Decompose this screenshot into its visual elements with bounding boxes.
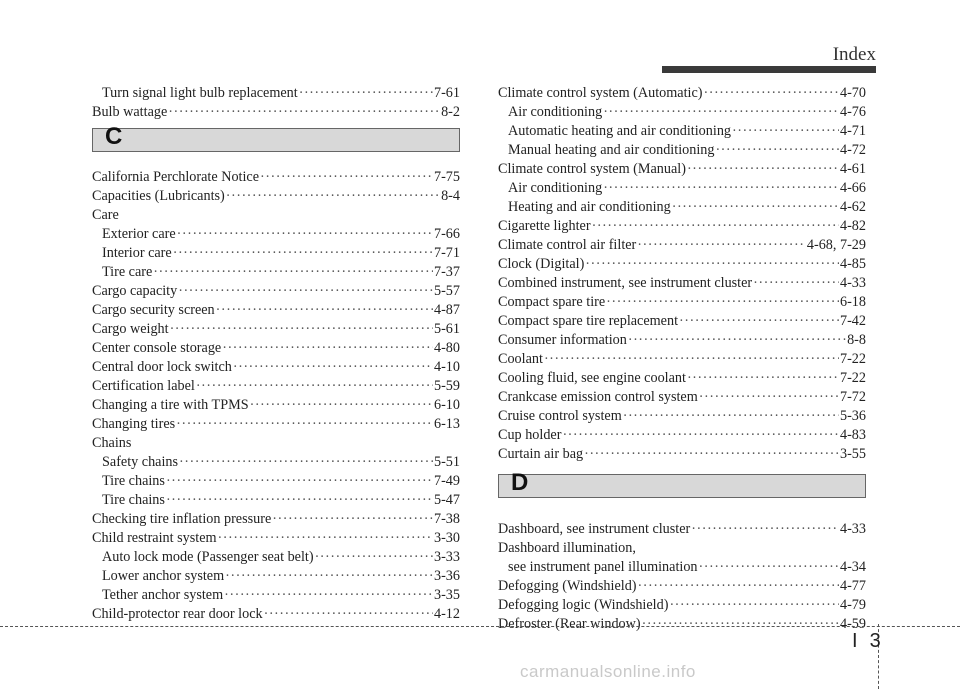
index-entry-label: Bulb wattage: [92, 104, 168, 120]
dot-leader: [226, 187, 440, 206]
dot-leader: [669, 596, 839, 615]
dot-leader: [264, 605, 433, 624]
index-entry: [498, 198, 866, 217]
index-entry-label: Defogging logic (Windshield): [498, 597, 669, 613]
dot-leader: [299, 84, 433, 103]
index-entry: [92, 282, 460, 301]
index-entry: [92, 263, 460, 282]
index-entry-label: Child-protector rear door lock: [92, 606, 263, 622]
index-entry: [498, 331, 866, 350]
dot-leader: [603, 179, 839, 198]
index-entry-label: Consumer information: [498, 332, 627, 348]
index-entry-page: 4-85: [839, 256, 866, 272]
index-entry-label: Defogging (Windshield): [498, 578, 637, 594]
index-entry-label: Compact spare tire replacement: [498, 313, 679, 329]
index-column-left: [92, 84, 460, 624]
index-entry-label: Clock (Digital): [498, 256, 585, 272]
dot-leader: [216, 301, 433, 320]
index-entry-label: Center console storage: [92, 340, 222, 356]
index-entry: [92, 84, 460, 103]
index-entry: [498, 255, 866, 274]
index-entry: [92, 168, 460, 187]
dot-leader: [250, 396, 433, 415]
right-before-list: [498, 84, 866, 464]
index-entry: [498, 84, 866, 103]
index-entry-page: 4-71: [839, 123, 866, 139]
index-column-right: [498, 84, 866, 634]
index-entry-page: 7-72: [839, 389, 866, 405]
index-entry-label: Interior care: [102, 245, 172, 261]
index-entry: [92, 206, 460, 225]
index-entry-page: 7-22: [839, 351, 866, 367]
index-entry: [498, 236, 866, 255]
index-entry-page: 3-35: [433, 587, 460, 603]
index-entry-label: Exterior care: [102, 226, 176, 242]
page-header-title: Index: [832, 44, 876, 65]
index-entry-label: Tether anchor system: [102, 587, 224, 603]
index-entry-label: Care: [92, 207, 119, 223]
index-entry-label: Curtain air bag: [498, 446, 584, 462]
dot-leader: [699, 558, 839, 577]
index-entry-page: 7-71: [433, 245, 460, 261]
index-entry: [92, 586, 460, 605]
index-entry: [92, 434, 460, 453]
index-entry-page: 4-80: [433, 340, 460, 356]
dot-leader: [642, 615, 839, 634]
index-entry: [498, 615, 866, 634]
index-entry-page: 4-68, 7-29: [806, 237, 866, 253]
index-entry-label: Cup holder: [498, 427, 562, 443]
index-entry-page: 7-61: [433, 85, 460, 101]
index-entry-page: 6-13: [433, 416, 460, 432]
index-entry-label: Certification label: [92, 378, 195, 394]
dot-leader: [153, 263, 433, 282]
index-entry: [498, 407, 866, 426]
index-entry: [498, 388, 866, 407]
index-entry: [498, 426, 866, 445]
index-entry-page: 5-36: [839, 408, 866, 424]
watermark: carmanualsonline.info: [520, 662, 696, 681]
index-entry-page: 4-62: [839, 199, 866, 215]
index-entry: [498, 596, 866, 615]
dot-leader: [623, 407, 839, 426]
index-entry-page: 4-12: [433, 606, 460, 622]
dot-leader: [177, 225, 433, 244]
index-entry-page: 3-55: [839, 446, 866, 462]
index-entry-page: 8-2: [441, 104, 460, 120]
index-entry: [498, 558, 866, 577]
dot-leader: [233, 358, 433, 377]
index-entry-page: 7-42: [839, 313, 866, 329]
dot-leader: [585, 255, 839, 274]
section-letter: C: [105, 123, 123, 150]
index-entry: [498, 312, 866, 331]
index-entry: [92, 529, 460, 548]
index-entry-label: Tire chains: [102, 473, 165, 489]
index-entry-page: 5-47: [433, 492, 460, 508]
footer-page-number: 3: [869, 630, 881, 652]
index-entry-page: 6-18: [839, 294, 866, 310]
index-entry-label: Dashboard, see instrument cluster: [498, 521, 691, 537]
index-entry-label: Compact spare tire: [498, 294, 606, 310]
index-entry-page: 7-66: [433, 226, 460, 242]
index-entry-label: Turn signal light bulb replacement: [102, 85, 298, 101]
footer-section: I: [852, 630, 858, 652]
index-entry-page: 7-49: [433, 473, 460, 489]
section-header-d: [498, 469, 866, 498]
index-entry-page: 4-70: [839, 85, 866, 101]
index-entry-label: see instrument panel illumination: [508, 559, 698, 575]
dot-leader: [732, 122, 839, 141]
page-number: [852, 630, 881, 653]
dot-leader: [603, 103, 839, 122]
index-entry: [92, 453, 460, 472]
index-entry-page: 4-72: [839, 142, 866, 158]
index-entry-page: 4-34: [839, 559, 866, 575]
dot-leader: [672, 198, 839, 217]
index-entry: [498, 520, 866, 539]
index-entry-page: 7-75: [433, 169, 460, 185]
index-entry: [92, 301, 460, 320]
index-entry-label: Changing a tire with TPMS: [92, 397, 249, 413]
index-entry-label: Auto lock mode (Passenger seat belt): [102, 549, 314, 565]
index-entry: [92, 491, 460, 510]
dot-leader: [222, 339, 433, 358]
index-entry-label: Changing tires: [92, 416, 176, 432]
index-entry-label: Air conditioning: [508, 104, 603, 120]
index-entry-label: Heating and air conditioning: [508, 199, 671, 215]
dot-leader: [224, 586, 433, 605]
index-entry-label: Air conditioning: [508, 180, 603, 196]
dot-leader: [170, 320, 433, 339]
index-entry-label: Cargo capacity: [92, 283, 178, 299]
index-entry-label: Safety chains: [102, 454, 179, 470]
left-after-list: [92, 168, 460, 624]
dot-leader: [691, 520, 839, 539]
index-entry: [498, 445, 866, 464]
index-entry: [92, 415, 460, 434]
index-entry: [92, 396, 460, 415]
index-entry: [498, 122, 866, 141]
dot-leader: [173, 244, 433, 263]
dot-leader: [637, 236, 806, 255]
index-entry-label: Lower anchor system: [102, 568, 225, 584]
index-entry-page: 4-83: [839, 427, 866, 443]
index-entry-label: Cruise control system: [498, 408, 622, 424]
dot-leader: [166, 491, 433, 510]
dot-leader: [704, 84, 839, 103]
index-entry-page: 4-82: [839, 218, 866, 234]
dot-leader: [679, 312, 839, 331]
dot-leader: [168, 103, 440, 122]
dot-leader: [272, 510, 433, 529]
dot-leader: [687, 369, 839, 388]
index-entry-page: 3-36: [433, 568, 460, 584]
index-entry: [92, 244, 460, 263]
index-entry: [498, 217, 866, 236]
dot-leader: [166, 472, 433, 491]
right-after-list: [498, 520, 866, 634]
dot-leader: [562, 426, 839, 445]
dot-leader: [715, 141, 839, 160]
index-entry-label: Defroster (Rear window): [498, 616, 641, 632]
dot-leader: [218, 529, 433, 548]
index-entry-label: Crankcase emission control system: [498, 389, 698, 405]
dot-leader: [179, 453, 433, 472]
index-entry-page: 4-33: [839, 275, 866, 291]
index-entry-label: Coolant: [498, 351, 543, 367]
index-entry-page: 4-33: [839, 521, 866, 537]
index-entry: [92, 472, 460, 491]
index-entry-page: 4-76: [839, 104, 866, 120]
index-entry: [92, 187, 460, 206]
index-entry: [92, 605, 460, 624]
index-entry-label: Child restraint system: [92, 530, 217, 546]
dot-leader: [592, 217, 839, 236]
index-entry: [92, 103, 460, 122]
index-entry-page: 4-66: [839, 180, 866, 196]
index-entry-page: 4-61: [839, 161, 866, 177]
section-letter: D: [511, 469, 529, 496]
dot-leader: [196, 377, 433, 396]
header-rule: [662, 66, 876, 73]
dot-leader: [225, 567, 433, 586]
index-entry-label: Tire chains: [102, 492, 165, 508]
index-entry: [92, 510, 460, 529]
dot-leader: [606, 293, 839, 312]
dot-leader: [315, 548, 433, 567]
index-entry-page: 7-38: [433, 511, 460, 527]
index-entry-page: 4-79: [839, 597, 866, 613]
left-before-list: [92, 84, 460, 122]
dot-leader: [628, 331, 846, 350]
dot-leader: [753, 274, 839, 293]
index-entry-label: Capacities (Lubricants): [92, 188, 225, 204]
index-entry-label: Climate control system (Manual): [498, 161, 686, 177]
index-entry-page: 8-8: [847, 332, 866, 348]
index-entry: [498, 274, 866, 293]
index-entry: [498, 577, 866, 596]
index-entry-page: 3-30: [433, 530, 460, 546]
index-entry: [92, 548, 460, 567]
index-entry-label: California Perchlorate Notice: [92, 169, 260, 185]
index-entry-label: Cargo weight: [92, 321, 169, 337]
index-entry: [92, 358, 460, 377]
index-entry-page: 7-37: [433, 264, 460, 280]
index-entry-label: Chains: [92, 435, 132, 451]
index-entry-page: 5-51: [433, 454, 460, 470]
index-entry-label: Combined instrument, see instrument cluster: [498, 275, 753, 291]
section-header-c: [92, 123, 460, 152]
index-entry-page: 6-10: [433, 397, 460, 413]
dot-leader: [544, 350, 839, 369]
index-entry: [498, 179, 866, 198]
index-entry: [498, 369, 866, 388]
index-entry: [92, 377, 460, 396]
index-entry-page: 4-87: [433, 302, 460, 318]
dot-leader: [584, 445, 839, 464]
index-entry: [92, 225, 460, 244]
index-entry-page: 7-22: [839, 370, 866, 386]
dot-leader: [178, 282, 433, 301]
index-entry: [498, 293, 866, 312]
index-entry-label: Climate control air filter: [498, 237, 637, 253]
index-entry-label: Climate control system (Automatic): [498, 85, 703, 101]
index-entry-page: 3-33: [433, 549, 460, 565]
index-entry: [498, 350, 866, 369]
index-entry: [92, 320, 460, 339]
index-entry-label: Automatic heating and air conditioning: [508, 123, 732, 139]
index-entry-label: Dashboard illumination,: [498, 540, 636, 556]
index-entry-label: Tire care: [102, 264, 153, 280]
index-entry-page: 5-57: [433, 283, 460, 299]
index-entry: [498, 103, 866, 122]
index-entry: [498, 539, 866, 558]
index-entry-label: Cooling fluid, see engine coolant: [498, 370, 686, 386]
index-entry: [498, 141, 866, 160]
index-entry-page: 8-4: [441, 188, 460, 204]
dot-leader: [260, 168, 433, 187]
index-entry-label: Cigarette lighter: [498, 218, 591, 234]
index-entry: [498, 160, 866, 179]
index-entry-page: 4-77: [839, 578, 866, 594]
dot-leader: [687, 160, 839, 179]
index-entry-label: Cargo security screen: [92, 302, 215, 318]
dot-leader: [638, 577, 839, 596]
index-entry-label: Checking tire inflation pressure: [92, 511, 272, 527]
index-entry-page: 4-10: [433, 359, 460, 375]
dot-leader: [176, 415, 433, 434]
footer-rule: [0, 626, 960, 627]
index-entry: [92, 567, 460, 586]
index-entry-label: Central door lock switch: [92, 359, 232, 375]
dot-leader: [699, 388, 839, 407]
index-entry: [92, 339, 460, 358]
index-entry-page: 5-61: [433, 321, 460, 337]
index-entry-page: 5-59: [433, 378, 460, 394]
index-entry-label: Manual heating and air conditioning: [508, 142, 715, 158]
index-entry-page: 4-59: [839, 616, 866, 632]
